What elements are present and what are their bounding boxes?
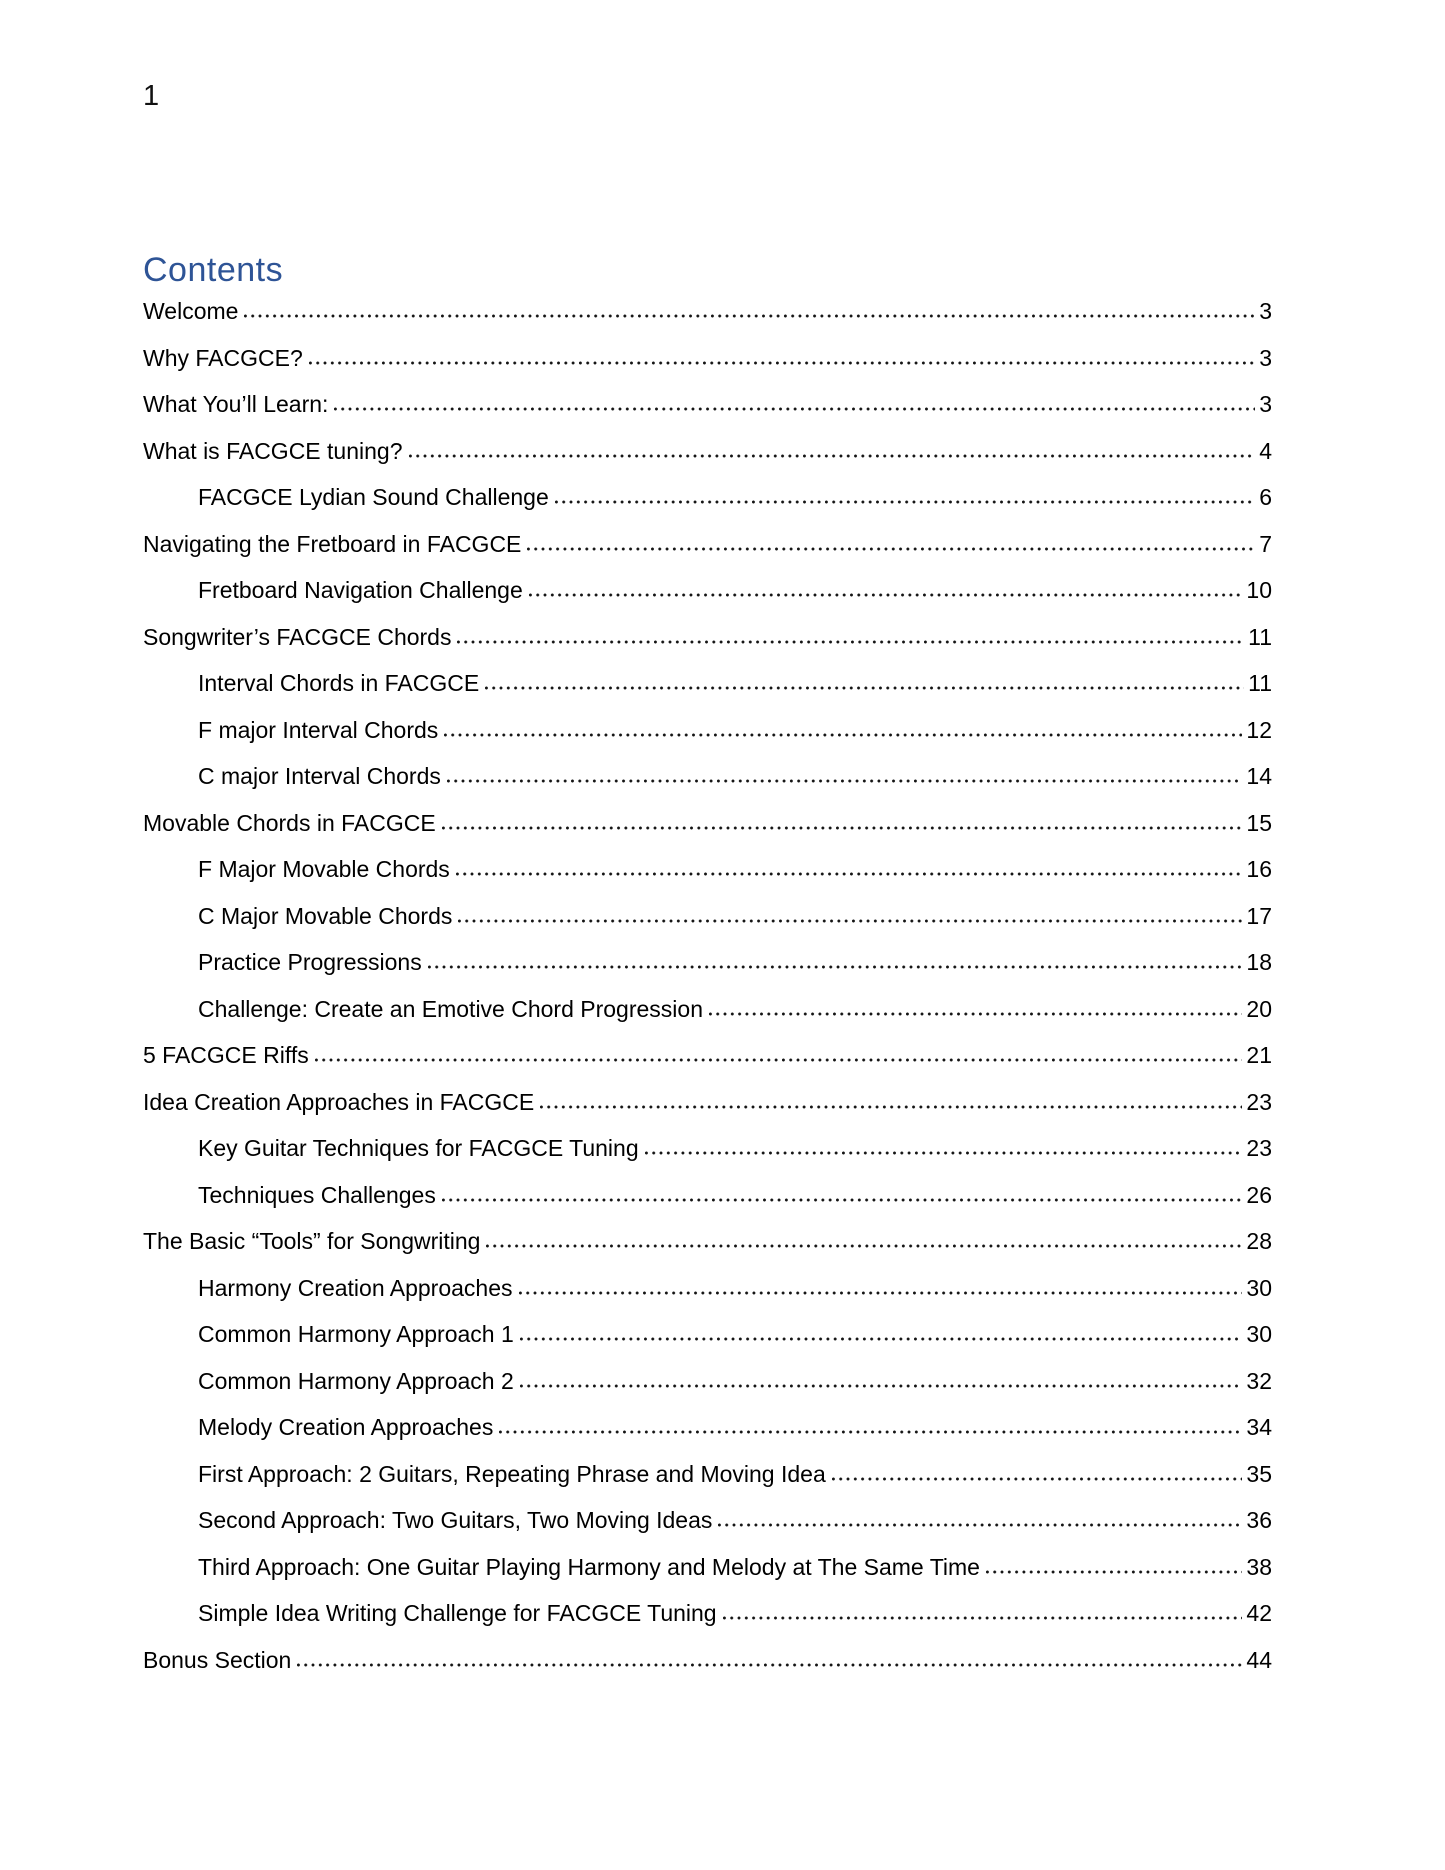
toc-entry[interactable] [143, 1125, 1272, 1172]
toc-entry-label: Fretboard Navigation Challenge [198, 577, 523, 603]
toc-entry-label: Third Approach: One Guitar Playing Harmony and Melody at The Same Time [198, 1553, 980, 1580]
dot-leader [457, 640, 1244, 644]
dot-leader [458, 919, 1242, 923]
toc-entry[interactable] [143, 288, 1272, 335]
toc-entry[interactable] [143, 567, 1272, 614]
toc-entry[interactable] [143, 660, 1272, 707]
toc-entry[interactable] [143, 1451, 1272, 1498]
toc-entry[interactable] [143, 800, 1272, 847]
toc-entry[interactable] [143, 1172, 1272, 1219]
toc-entry-label: Techniques Challenges [198, 1181, 436, 1208]
toc-entry-label: C Major Movable Chords [198, 902, 453, 929]
dot-leader [832, 1477, 1243, 1481]
toc-entry-label: Key Guitar Techniques for FACGCE Tuning [198, 1135, 639, 1161]
dot-leader [309, 361, 1255, 365]
dot-leader [519, 1291, 1243, 1295]
toc-entry-page: 3 [1259, 298, 1272, 324]
toc-entry-page: 32 [1246, 1367, 1272, 1394]
toc-entry-page: 17 [1246, 902, 1272, 929]
dot-leader [456, 872, 1243, 876]
dot-leader [409, 454, 1256, 458]
dot-leader [442, 1198, 1243, 1202]
dot-leader [645, 1151, 1243, 1155]
dot-leader [334, 407, 1255, 411]
toc-entry-label: What You’ll Learn: [143, 391, 329, 417]
toc-entry[interactable] [143, 1265, 1272, 1312]
dot-leader [520, 1384, 1243, 1388]
toc-entry-label: Navigating the Fretboard in FACGCE [143, 530, 522, 557]
toc-list [143, 288, 1272, 1683]
toc-entry-label: What is FACGCE tuning? [143, 437, 403, 464]
toc-entry-label: C major Interval Chords [198, 763, 441, 789]
toc-entry[interactable] [143, 846, 1272, 893]
toc-entry-label: F major Interval Chords [198, 716, 439, 743]
toc-entry-label: Why FACGCE? [143, 344, 303, 371]
dot-leader [555, 500, 1255, 504]
toc-entry-label: Movable Chords in FACGCE [143, 809, 436, 836]
dot-leader [986, 1570, 1242, 1574]
toc-entry[interactable] [143, 1544, 1272, 1591]
toc-entry-page: 18 [1246, 949, 1272, 975]
dot-leader [486, 1244, 1242, 1248]
toc-entry-label: F Major Movable Chords [198, 856, 450, 882]
toc-entry-label: First Approach: 2 Guitars, Repeating Phrase and Moving Idea [198, 1460, 826, 1487]
toc-entry[interactable] [143, 335, 1272, 382]
dot-leader [529, 593, 1243, 597]
toc-entry-page: 21 [1246, 1042, 1272, 1068]
toc-entry-page: 34 [1246, 1414, 1272, 1440]
toc-entry-label: Second Approach: Two Guitars, Two Moving Ideas [198, 1507, 713, 1533]
toc-entry-page: 6 [1259, 484, 1272, 510]
toc-entry-label: Harmony Creation Approaches [198, 1274, 513, 1301]
dot-leader [244, 314, 1255, 318]
dot-leader [297, 1663, 1242, 1667]
toc-entry-label: Bonus Section [143, 1646, 292, 1673]
toc-entry-label: Practice Progressions [198, 949, 422, 975]
dot-leader [444, 733, 1242, 737]
toc-entry-label: Simple Idea Writing Challenge for FACGCE Tuning [198, 1600, 717, 1626]
dot-leader [709, 1012, 1242, 1016]
toc-title: Contents [143, 251, 284, 289]
toc-entry-label: Challenge: Create an Emotive Chord Progression [198, 995, 703, 1022]
toc-entry[interactable] [143, 753, 1272, 800]
toc-entry-page: 28 [1246, 1228, 1272, 1254]
dot-leader [485, 686, 1244, 690]
toc-entry-label: The Basic “Tools” for Songwriting [143, 1228, 481, 1254]
toc-entry-label: Common Harmony Approach 1 [198, 1321, 514, 1347]
toc-entry-label: Songwriter’s FACGCE Chords [143, 623, 452, 650]
toc-entry-page: 30 [1246, 1321, 1272, 1347]
dot-leader [718, 1523, 1242, 1527]
dot-leader [540, 1105, 1242, 1109]
toc-entry-page: 12 [1246, 716, 1272, 743]
toc-entry-page: 30 [1246, 1274, 1272, 1301]
toc-entry-page: 14 [1246, 763, 1272, 789]
toc-entry-page: 35 [1246, 1460, 1272, 1487]
toc-entry[interactable] [143, 381, 1272, 428]
toc-entry[interactable] [143, 1358, 1272, 1405]
toc-entry[interactable] [143, 939, 1272, 986]
toc-entry-label: Common Harmony Approach 2 [198, 1367, 514, 1394]
toc-entry[interactable] [143, 474, 1272, 521]
toc-entry[interactable] [143, 428, 1272, 475]
dot-leader [315, 1058, 1243, 1062]
dot-leader [428, 965, 1243, 969]
toc-entry[interactable] [143, 1218, 1272, 1265]
toc-entry-label: Melody Creation Approaches [198, 1414, 494, 1440]
toc-entry[interactable] [143, 614, 1272, 661]
toc-entry-page: 4 [1259, 437, 1272, 464]
toc-entry[interactable] [143, 1311, 1272, 1358]
toc-entry-page: 23 [1246, 1135, 1272, 1161]
toc-entry[interactable] [143, 1032, 1272, 1079]
toc-entry[interactable] [143, 1079, 1272, 1126]
dot-leader [723, 1616, 1243, 1620]
toc-entry-page: 11 [1248, 623, 1272, 650]
toc-entry[interactable] [143, 521, 1272, 568]
toc-entry-page: 23 [1246, 1088, 1272, 1115]
toc-entry-page: 42 [1246, 1600, 1272, 1626]
toc-entry-label: FACGCE Lydian Sound Challenge [198, 484, 549, 510]
toc-entry-page: 16 [1246, 856, 1272, 882]
page-number: 1 [143, 80, 160, 112]
toc-entry[interactable] [143, 707, 1272, 754]
toc-entry-page: 10 [1246, 577, 1272, 603]
toc-entry-page: 15 [1246, 809, 1272, 836]
toc-entry-page: 44 [1246, 1646, 1272, 1673]
toc-entry-page: 20 [1246, 995, 1272, 1022]
dot-leader [520, 1337, 1243, 1341]
dot-leader [499, 1430, 1242, 1434]
toc-entry[interactable] [143, 893, 1272, 940]
toc-entry-label: Welcome [143, 298, 239, 324]
toc-entry[interactable] [143, 1637, 1272, 1684]
dot-leader [442, 826, 1243, 830]
dot-leader [447, 779, 1243, 783]
toc-entry[interactable] [143, 1590, 1272, 1637]
dot-leader [527, 547, 1255, 551]
toc-entry-page: 11 [1248, 670, 1272, 696]
toc-entry[interactable] [143, 1404, 1272, 1451]
toc-entry-page: 3 [1259, 344, 1272, 371]
toc-entry-label: Interval Chords in FACGCE [198, 670, 480, 696]
toc-entry-label: Idea Creation Approaches in FACGCE [143, 1088, 535, 1115]
toc-entry-page: 7 [1259, 530, 1272, 557]
toc-entry-page: 3 [1259, 391, 1272, 417]
toc-entry-label: 5 FACGCE Riffs [143, 1042, 309, 1068]
toc-entry[interactable] [143, 986, 1272, 1033]
toc-entry-page: 36 [1246, 1507, 1272, 1533]
toc-entry[interactable] [143, 1497, 1272, 1544]
toc-entry-page: 26 [1246, 1181, 1272, 1208]
toc-entry-page: 38 [1246, 1553, 1272, 1580]
